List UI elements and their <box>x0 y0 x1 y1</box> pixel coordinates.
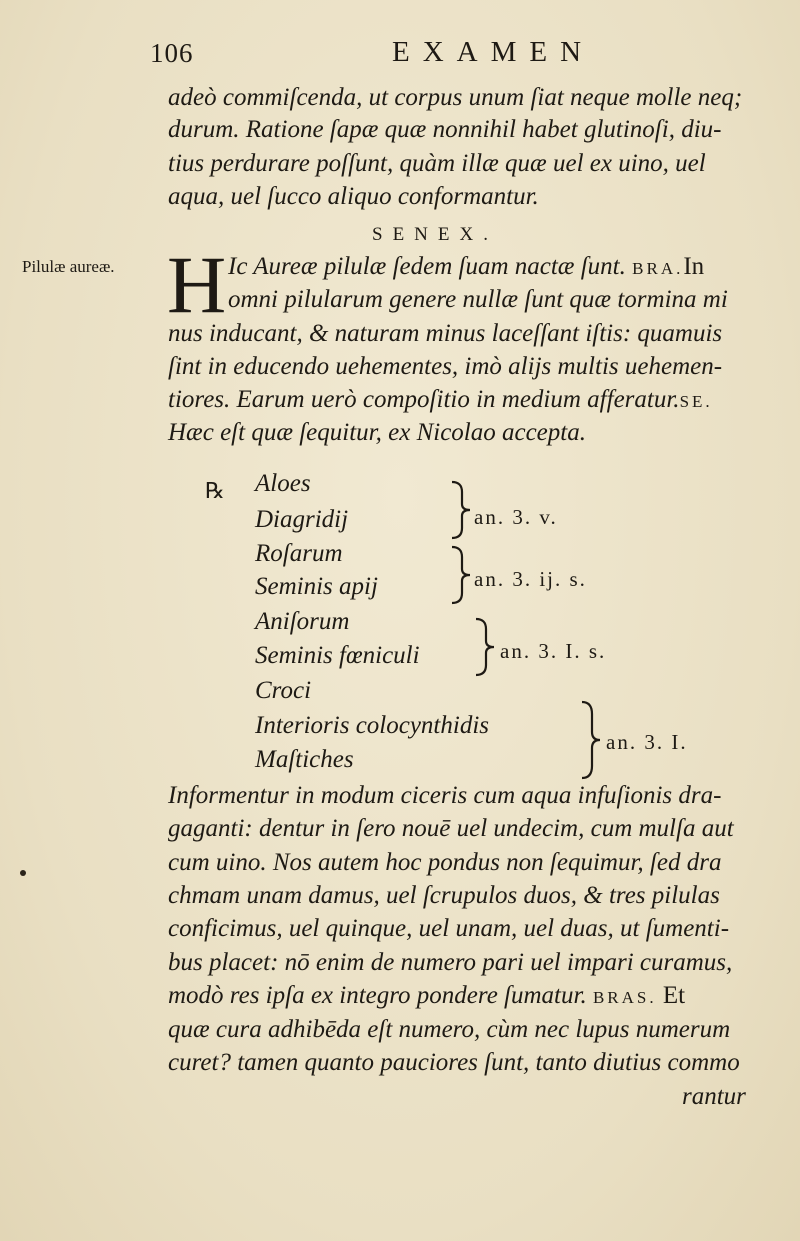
brace-3 <box>472 617 502 677</box>
ingredient-croci: Croci <box>255 677 312 704</box>
senex-line-2: omni pilularum genere nullæ ſunt quæ tormina mi <box>228 286 728 313</box>
intro-line-3: tius perdurare poſſunt, quàm illæ quæ uel ex uino, uel <box>168 150 706 177</box>
brace-4 <box>578 700 608 780</box>
closing-line-8: quæ cura adhibēda eſt numero, cùm nec lupus numerum <box>168 1016 731 1043</box>
page-number: 106 <box>150 38 194 68</box>
senex-line-5-text: tiores. Earum uerò compoſitio in medium afferatur. <box>168 386 680 413</box>
closing-line-7-end: Et <box>662 982 686 1009</box>
page-header <box>150 34 770 74</box>
ink-speck <box>20 870 26 876</box>
ingredient-seminis-foeniculi: Seminis fœniculi <box>255 642 420 669</box>
ingredient-colocynthidis: Interioris colocynthidis <box>255 712 489 739</box>
margin-note: Pilulæ aureæ. <box>22 257 115 276</box>
ingredient-seminis-apij: Seminis apij <box>255 573 378 600</box>
senex-line-4: ſint in educendo uehementes, imò alijs multis uehemen- <box>168 353 723 380</box>
closing-line-5: conficimus, uel quinque, uel unam, uel duas, ut ſumenti- <box>168 915 730 942</box>
ingredient-aloes: Aloes <box>255 470 311 497</box>
intro-line-4: aqua, uel ſucco aliquo conformantur. <box>168 183 539 210</box>
closing-line-7-text: modò res ipſa ex integro pondere ſumatur. <box>168 982 587 1009</box>
quantity-4: an. 3. I. <box>606 730 688 754</box>
senex-line-1-text: Ic Aureæ pilulæ ſedem ſuam nactæ ſunt. <box>228 253 626 280</box>
ingredient-anisorum: Aniſorum <box>255 608 350 635</box>
quantity-2: an. 3. ij. s. <box>474 567 587 591</box>
closing-line-2: gaganti: dentur in ſero nouē uel undecim, cum mulſa aut <box>168 815 734 842</box>
speaker-se: SE. <box>679 392 713 411</box>
catchword: rantur <box>682 1083 746 1110</box>
intro-line-2: durum. Ratione ſapæ quæ nonnihil habet glutinoſi, diu- <box>168 116 722 143</box>
closing-line-6: bus placet: nō enim de numero pari uel impari curamus, <box>168 949 733 976</box>
senex-line-1-end: In <box>683 253 705 280</box>
closing-line-3: cum uino. Nos autem hoc pondus non ſequimur, ſed dra <box>168 849 722 876</box>
ingredient-diagridij: Diagridij <box>255 506 349 533</box>
speaker-bra: BRA. <box>632 259 684 278</box>
closing-line-4: chmam unam damus, uel ſcrupulos duos, & tres pilulas <box>168 882 720 909</box>
senex-line-3: nus inducant, & naturam minus laceſſant iſtis: quamuis <box>168 320 723 347</box>
senex-line-1 <box>228 251 704 285</box>
closing-line-1: Informentur in modum ciceris cum aqua infuſionis dra- <box>168 782 722 809</box>
ingredient-rosarum: Roſarum <box>255 540 343 567</box>
closing-line-7 <box>168 980 685 1014</box>
drop-cap: H <box>167 239 227 330</box>
closing-line-9: curet? tamen quanto pauciores ſunt, tanto diutius commo <box>168 1049 740 1076</box>
speaker-bras: BRAS. <box>592 988 657 1007</box>
senex-line-6: Hæc eſt quæ ſequitur, ex Nicolao accepta. <box>168 419 586 446</box>
quantity-3: an. 3. I. s. <box>500 639 607 663</box>
quantity-1: an. 3. v. <box>474 505 558 529</box>
speaker-label: SENEX. <box>372 224 498 245</box>
intro-line-1: adeò commiſcenda, ut corpus unum ſiat neque molle neq; <box>168 84 743 111</box>
running-title: EXAMEN <box>392 36 595 68</box>
senex-line-5 <box>168 384 713 418</box>
ingredient-mastiches: Maſtiches <box>255 746 354 773</box>
recipe-symbol: ℞ <box>205 478 225 503</box>
